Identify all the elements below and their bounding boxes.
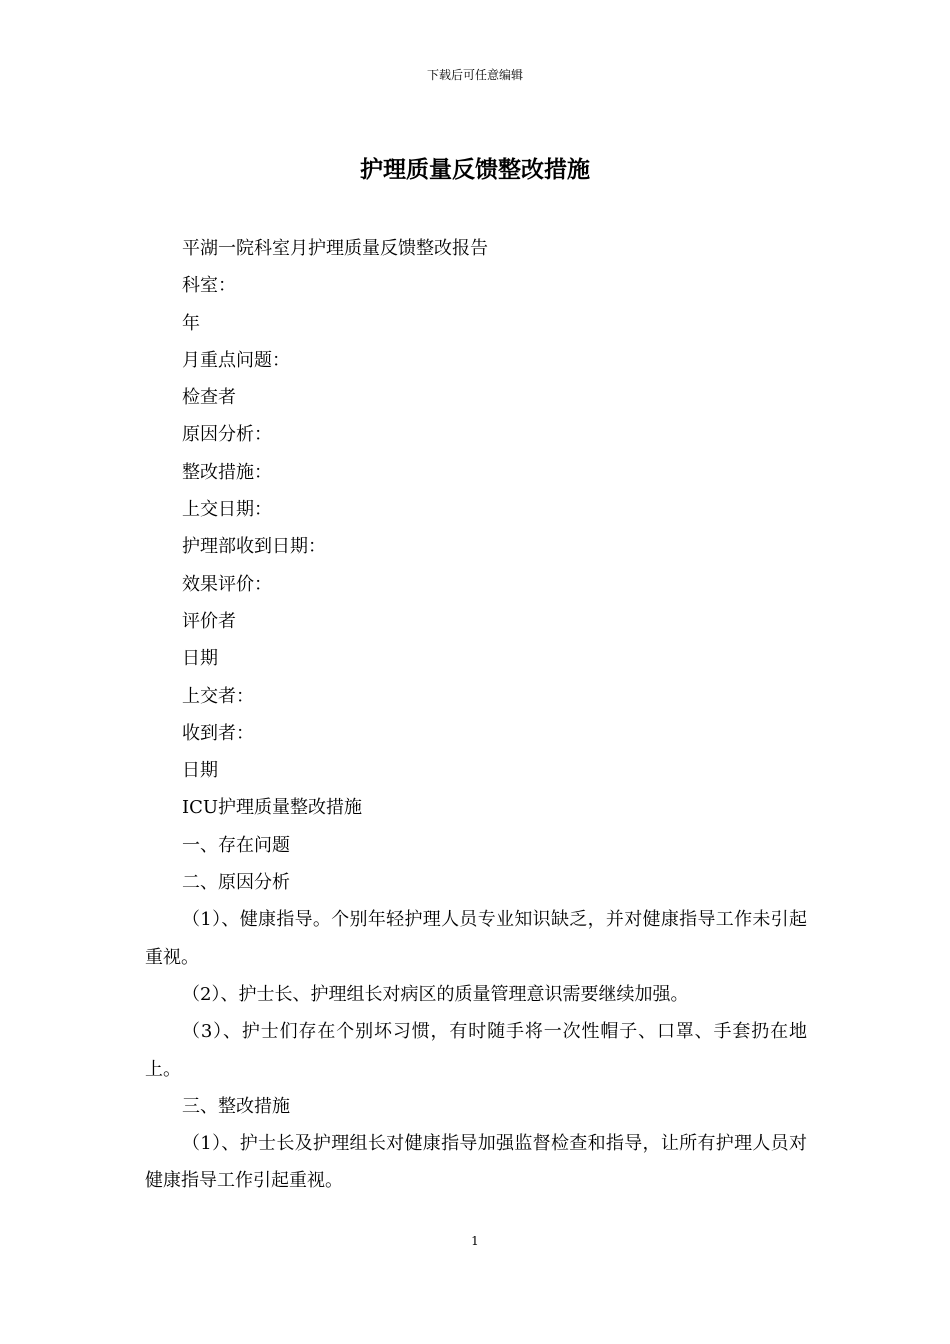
paragraph: 上交者： <box>182 685 254 707</box>
paragraph: 上交日期： <box>182 499 272 521</box>
paragraph: 收到者： <box>182 722 254 744</box>
paragraph: 一、存在问题 <box>182 834 290 856</box>
paragraph: 平湖一院科室月护理质量反馈整改报告 <box>182 238 488 259</box>
paragraph: 二、原因分析 <box>182 872 290 894</box>
paragraph: 评价者 <box>182 610 236 632</box>
paragraph: （2）、护士长、护理组长对病区的质量管理意识需要继续加强。 <box>182 983 689 1005</box>
paragraph: （1）、护士长及护理组长对健康指导加强监督检查和指导，让所有护理人员对健康指导工作引起重视。 <box>145 1133 807 1192</box>
page-number: 1 <box>471 1234 479 1248</box>
document-body <box>145 230 807 1200</box>
paragraph: （1）、健康指导。个别年轻护理人员专业知识缺乏，并对健康指导工作未引起重视。 <box>145 909 807 968</box>
paragraph: 护理部收到日期： <box>182 536 326 558</box>
paragraph: 三、整改措施 <box>182 1095 290 1117</box>
paragraph: 检查者 <box>182 387 236 409</box>
paragraph: 年 <box>182 312 200 334</box>
paragraph: 科室： <box>182 275 236 297</box>
paragraph: （3）、护士们存在个别坏习惯，有时随手将一次性帽子、口罩、手套扔在地上。 <box>145 1021 807 1080</box>
paragraph: 日期 <box>182 760 218 782</box>
document-title: 护理质量反馈整改措施 <box>360 156 590 183</box>
header-note: 下载后可任意编辑 <box>426 68 523 82</box>
paragraph: 原因分析： <box>182 424 272 446</box>
paragraph: 效果评价： <box>182 573 272 595</box>
paragraph: 日期 <box>182 648 218 670</box>
paragraph: 整改措施： <box>182 461 272 483</box>
paragraph: ICU护理质量整改措施 <box>182 797 363 819</box>
paragraph: 月重点问题： <box>182 349 290 371</box>
